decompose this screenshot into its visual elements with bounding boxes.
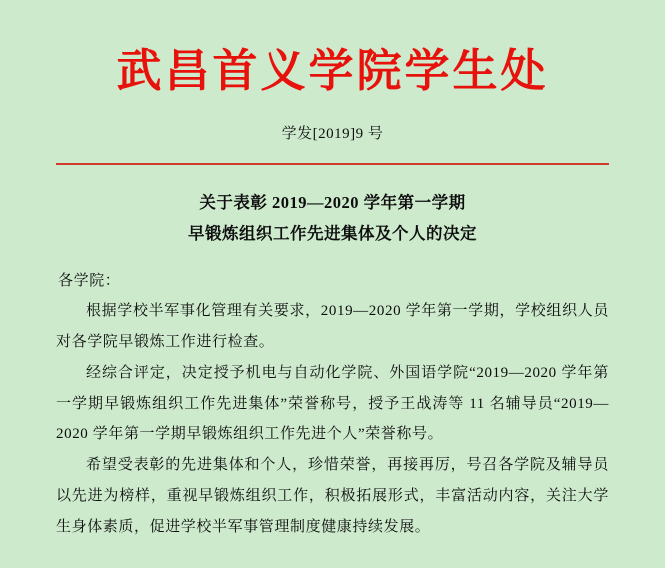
body-paragraph-3: 希望受表彰的先进集体和个人，珍惜荣誉，再接再厉，号召各学院及辅导员以先进为榜样，重视早锻炼组织工作，积极拓展形式，丰富活动内容，关注大学生身体素质，促进学校半军事管理制度健康持续发展。 (56, 457, 609, 535)
page-title: 武昌首义学院学生处 (116, 44, 549, 97)
heading-line-2: 早锻炼组织工作先进集体及个人的决定 (188, 224, 477, 244)
salutation: 各学院： (58, 272, 121, 289)
body-paragraph-1: 根据学校半军事化管理有关要求，2019—2020 学年第一学期，学校组织人员对各学院早锻炼工作进行检查。 (56, 303, 609, 351)
header-divider (56, 163, 609, 165)
heading-line-1: 关于表彰 2019—2020 学年第一学期 (199, 193, 466, 212)
document-number: 学发[2019]9 号 (281, 126, 384, 142)
document-heading (56, 187, 609, 250)
document-body (56, 266, 609, 543)
body-paragraph-2: 经综合评定，决定授予机电与自动化学院、外国语学院“2019—2020 学年第一学期早锻炼组织工作先进集体”荣誉称号，授予王战涛等 11 名辅导员“2019—2020 学年第一学期早锻炼组织工作先进个人”荣誉称号。 (56, 364, 609, 443)
